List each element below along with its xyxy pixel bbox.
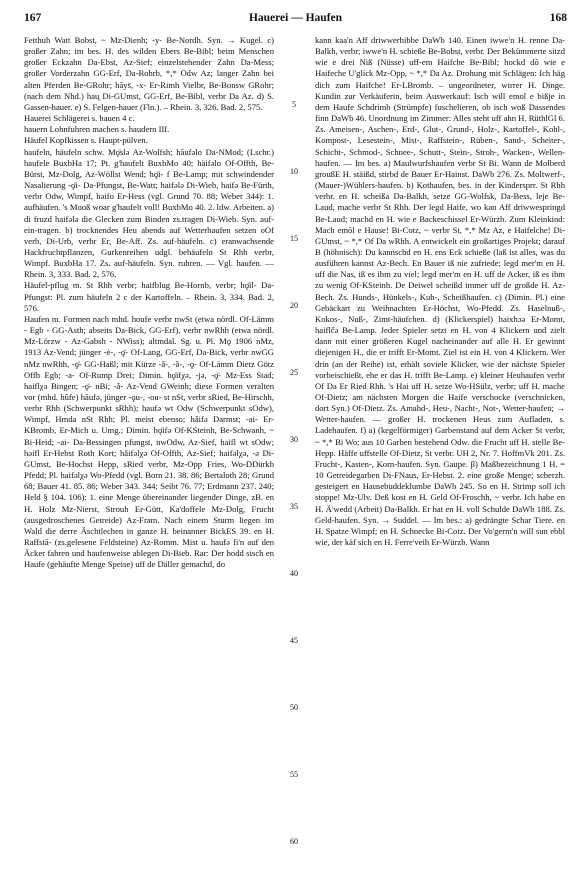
- line-number: 5: [292, 100, 296, 109]
- right-column: [315, 35, 565, 548]
- page-header: [24, 12, 567, 26]
- page-number-left: 167: [24, 12, 42, 24]
- entry-paragraph: kann kaa'n Aff driwwerhibbe DaWb 140. Einen iwwe'n H. renne Da-Balkh, verbr; iwwe'n H. schieße Be-Bobst, verbr. Der Bekümmerte sitzd wie e drei Niß (Nüsse) uff-em Haifche Be-Bibl; hockd dō wie e Haifeche U'glick Mz-Opp, ~ *,* Da Az. Drohung mit Schlägen: Ich häg dich zum Haifche! Er-LBromb. – ungeordneter, wirrer H. Dinge. Kundin zur Verkäuferin, beim Auswerkauf: Isch will emol e bißje in dem Haufe Schdrimb (Strümpfe) fuschelieren, ob isch woß Dassendes finn DaWb 46. Unordnung im Zimmer: Alles steht uff ahn H. RüthlGl 6. Zs. Ameisen-, Aschen-, Erd-, Glut-, Grund-, Holz-, Kartoffel-, Kohl-, Kompost-, Lesestein-, Mist-, Raffstein-, Rüben-, Sand-, Scheiter-, Schicht-, Schmod-, Schnee-, Schutt-, Stein-, Stroh-, Wacken-, Wellen-haufen. — Im bes. a) Maulwurfshaufen verbr St Bi. Wann de Molberd groußE H. stäißd, stirbd de Bauer Er-Hainst. DaWb 276. Zs. Moltwerf-, (Mauer-)Wühlers-haufen. b) Kothaufen, bes. in der Kindersprr. St Rhh verbr. en H. scheißa Da-Balkh, setze GG-Wolfsk, Da-Bess, leje Be-Laud, mache verbr St Rhh. Der legd Haife, wo kan Aff driwwespringd Be-Laud; machd en H. wie e Backeschissel Er-Würzb. Zum Kleinkind: Mach emōl e Hause! Bi-Cotz, ~ verbr St, *,* Mz Az, e Haifelche! Di-GUmst, ~ *,* Of Da wRhh. A entwickelt ein großartiges Projekt; darauf B (höhnisch): Du kannschd en H. ens Eck schieße (laß ist alles, was du ausführen kannst Az-Bech. En Bauer iß nie zufriede; legd mer'm en H. uff die Nas, iß es ihm zu viel; legd mer'm en H. uff de Acker, iß es ihm zu wenig Of-KSteinh. De Deiwel scheißd immer uff de großde H. Az-Bech. Zs. Hunds-, Hünkels-, Kuh-, Scheißhaufen. c) (Dimin. Pl.) eine Gebäckart zu Weihnachten Er-Höchst, Wo-Pfedd. Zs. Haselnuß-, Kokos-, Nuß-, Zimt-häufchen. d) (Klickerspiel) haixhɔə Er-Momt, haiflčə Be-Lamp. Jeder Spieler setzt en H. von 4 Klickern und zielt dann mit einer größeren Kugel nacheinander auf alle H. Er gewinnt diejenigen H., die er trifft Er-Momt. Ziel ist ein H. von 4 Klickern. Wer drin (an der Reihe) ist, erhält soviele Klicker, wie der nächste Spieler vorbeischießt, ehe er das H. trifft Be-Lamp. e) kleiner Heuhaufen verbr Of Da Er Ried Rhh. 's Hai uff H. setze Wo-HSülz, verbr; uff H. mache Of-Dietz; am nächsten Morgen die Haife verschocke (verschnicken, dort Syn.) Of-Dietz. Zs. Amahd-, Heu-, Nacht-, Not-, Wetter-haufen; → Wetter-haufen. — großer H. trockenen Heus zum Aufladen, s. Ladehaufen. f) a) (kegelförmiger) Garbenstand auf dem Acker St verbr, ~ *,* Bi Wo; aus 10 Garben bestehend Odw. die Frucht uff H. stelle Be-Hepp. Häffe uffstelle Of-Dietz, St verbr. UH 2, Nr. 7. HoffmVk 201. Zs. Frucht-, Kasten-, Korn-haufen. Syn. Gaupe. β) Maßbezeichnung 1 H. = 10 Getreidegarben Di-FNaus, Er-Hebst. 2. eine große Menge; scherzh. gesteigert en Hausebuddeklumbe DaWb 245. So en H. Strimp soll ich stoppe! Mz-Ulv. Deß kost en H. Geld Of-Froschh, ~ verbr. Ich habe en H. Ä'wedd (Arbeit) Da-Balkh. Er hat en H. voll Schulde DaWb 188. Zs. Geld-haufen. Syn. → Suddel. — Im bes.: a) gedrängte Schar Tiere. en H. Spatze Wimpf; en H. Schnecke Bi-Cotz. Der Vo'germ'n will sun ebbl wie, der käf sich en H. Ferre'veih Er-Würzb. Wann: [315, 35, 565, 548]
- entry-paragraph: Häufel-pflug m. St Rhh verbr; haifblug Be-Hornb, verbr; hǫ̈il- Da-Pfungst: Pl. zum häufeln 2 c der Kartoffeln. – Rhein. 3, 334. Bad. 2, 576.: [24, 280, 274, 313]
- line-number: 15: [290, 234, 298, 243]
- page-number-right: 168: [549, 12, 567, 24]
- entry-paragraph: Hauerei Schlägerei s. hauen 4 c.: [24, 113, 135, 124]
- line-number: 40: [290, 569, 298, 578]
- line-number: 25: [290, 368, 298, 377]
- running-title: Hauerei — Haufen: [248, 12, 343, 24]
- line-number: 35: [290, 502, 298, 511]
- line-number: 55: [290, 770, 298, 779]
- line-number: 30: [290, 435, 298, 444]
- line-number: 20: [290, 301, 298, 310]
- left-column: [24, 35, 274, 571]
- entry-paragraph: Häufel Kopfkissen s. Haupt-pülven.: [24, 135, 148, 146]
- entry-paragraph: hauern Lohnfuhren machen s. haudern III.: [24, 124, 170, 135]
- line-number: 60: [290, 837, 298, 846]
- entry-paragraph: Haufen m. Formen nach mhd. houfe verbr nwSt (etwa nördl. Of-Lämm - Egb - GG-Asth; abseits Da-Bick, GG-Erf), verbr nwRhh (etwa nördl. Mz-Lörzw - Az-Gabsh - NWiss); altmdal. Sg. u. Pl. Mǫ 1906 nMz, 1913 Az-Vend; jünger -ė-, -ǫ̈- Of-Lang, GG-Erf, Da-Bick, verbr nwGG nMz nwRhh, -ǫ̈- GG-Haßl; mit Kürze -ǎ-, -ǎ-, -ǫ- Of-Lämm Dietz Götz Offh Egb; -a- Of-Rump Drei; Dimin. hǫ̈ifχə, -jə, -ǫ̈- Mz-Ess Stad; haiflχə Bingen; -ǫ̈- nBi; -ǎ- Az-Vend GWeinh; diese Formen veralten vor (mhd. hūfe) hāufə, jünger -ǫu-, -ou- st nSt, verbr sRied, Be-Hirschh, verbr Rhh (Schwerpunkt sRhh); haufə wt Odw (Schwerpunkt sOdw), Wimpf, Hmda nSt Rhh; Pl. meist ebenso; hǎifə Darmst; -ai- Er-KBromb, Er-Mich u. Umg.; Dimin. hǫ̈ifǝ Of-KSteinh, Be-Schwanh, ~ Bi-Heid; -ai- Da-Bessingen pfungst, nwOdw, Az-Sief, haifl wt sOdw; hǝifl Er-Hebst Roth Kort; hǎifəlχə Of-Offth, Az-Sief; haifǝlχə, -ǝ Di-GUmst, Be-Hochst Hepp, sRied verbr, Mz-Opp Fries, Wo-DDürkh Pfedd; Pl. haifǝlχə Wo-Pfedd (vgl. Born 21. 38. 86; Bertaloth 28; Grund 68; Bauer 41. 85. 86; Weber 343. 344; Seibt 76. 77; Erdmann 237. 240; Held § 104. 106): 1. eine Menge übereinander liegender Dinge, zB. en H. Holz Mz-Nierst, Strouh Er-Gütt, Ka'doffele Mz-Dolg, Frucht (ausgedroschenes Getreide) Az-Fram. Nach einem Sturm liegen im Wald die derre Äschtlechen in ganze H. beinanner BickES 39. en H. Raffstā- (zs.gelesene Feldsteine) Az-Romm. Mist u. haufə fi'n auf den Äcker fahren und haufenweise ablegen Di-Bieb. Rar: Der hodd sisch en Haufe (gehäufte Menge Speise) uff de Däller gemachd, do: [24, 313, 274, 570]
- line-number: 50: [290, 703, 298, 712]
- line-number: 10: [290, 167, 298, 176]
- entry-paragraph: Fetthuh Watt Bobst, ~ Mz-Dienh; -y- Be-Nordh. Syn. → Kugel. c) großer Zahn; im bes. H. des wilden Ebers Be-Bibl; beim Menschen großer Eckzahn Da-Ebst, Az-Sief; einzelstehender Zahn Da-Mess; großer Vorderzahn GG-Erf, Da-Rohrb, *,* Odw Az; langer Zahn bei alten Pferden Be-GRohr; hāys̄, -x- Er-Rimh Vielbr, Be-Bonsw GRohr; (nach dem Nhd.) hau̯ Di-GUmst, GG-Erf, Be-Bibl, verbr Da Az. d) S. Gassen-hauer. e) S. Felgen-hauer (Fln.). – Rhein. 3, 326. Bad. 2, 575.: [24, 35, 274, 112]
- line-number: 45: [290, 636, 298, 645]
- entry-paragraph: haufeln, häufeln schw. Mǫ̈slə Az-Wolfsh; hāufəlo Da-NMod; (Lschr.) haufele BuxbHa 17; Pt. g'haufelt BuxbMo 40; häifəlo Of-Offth, Be-Bürst, Mz-Dolg, Az-Wöllst Wend; hǫ̈i- f Be-Lamp; mit schwindender Nasalierung -ǫ̈i- Da-Pfungst, Be-Watt; haifələ Di-Wieb, haifə Be-Fürth, verbr Odw, Wimpf, hǝifo Er-Hess (vgl. Grund 70. 88; Weber 344): 1. aufhäufen. 's Mooß woar g'haufelt voll! BuxbMo 40. 2. ldw. Arbeiten. a) di fruzd haifələ die Glecken zum Binden zs.tragen Di-Wieb. Syn. auf-ein-tragen. b) trocknendes Heu abends auf Wetterhaufen setzen oOf verb, Di-Urb, verbr Er, Be-Aff. Zs. auf-häufeln. c) eranwachsende Hackfruchtpflanzen, Gurkenreihen udgl. behäufeln St Rhh verbr, Wimpf. BuxbHa 17. Zs. auf-häufeln. Syn. ruhren. — Vgl. haufen. — Rhein. 3, 333. Bad. 2, 576.: [24, 146, 274, 280]
